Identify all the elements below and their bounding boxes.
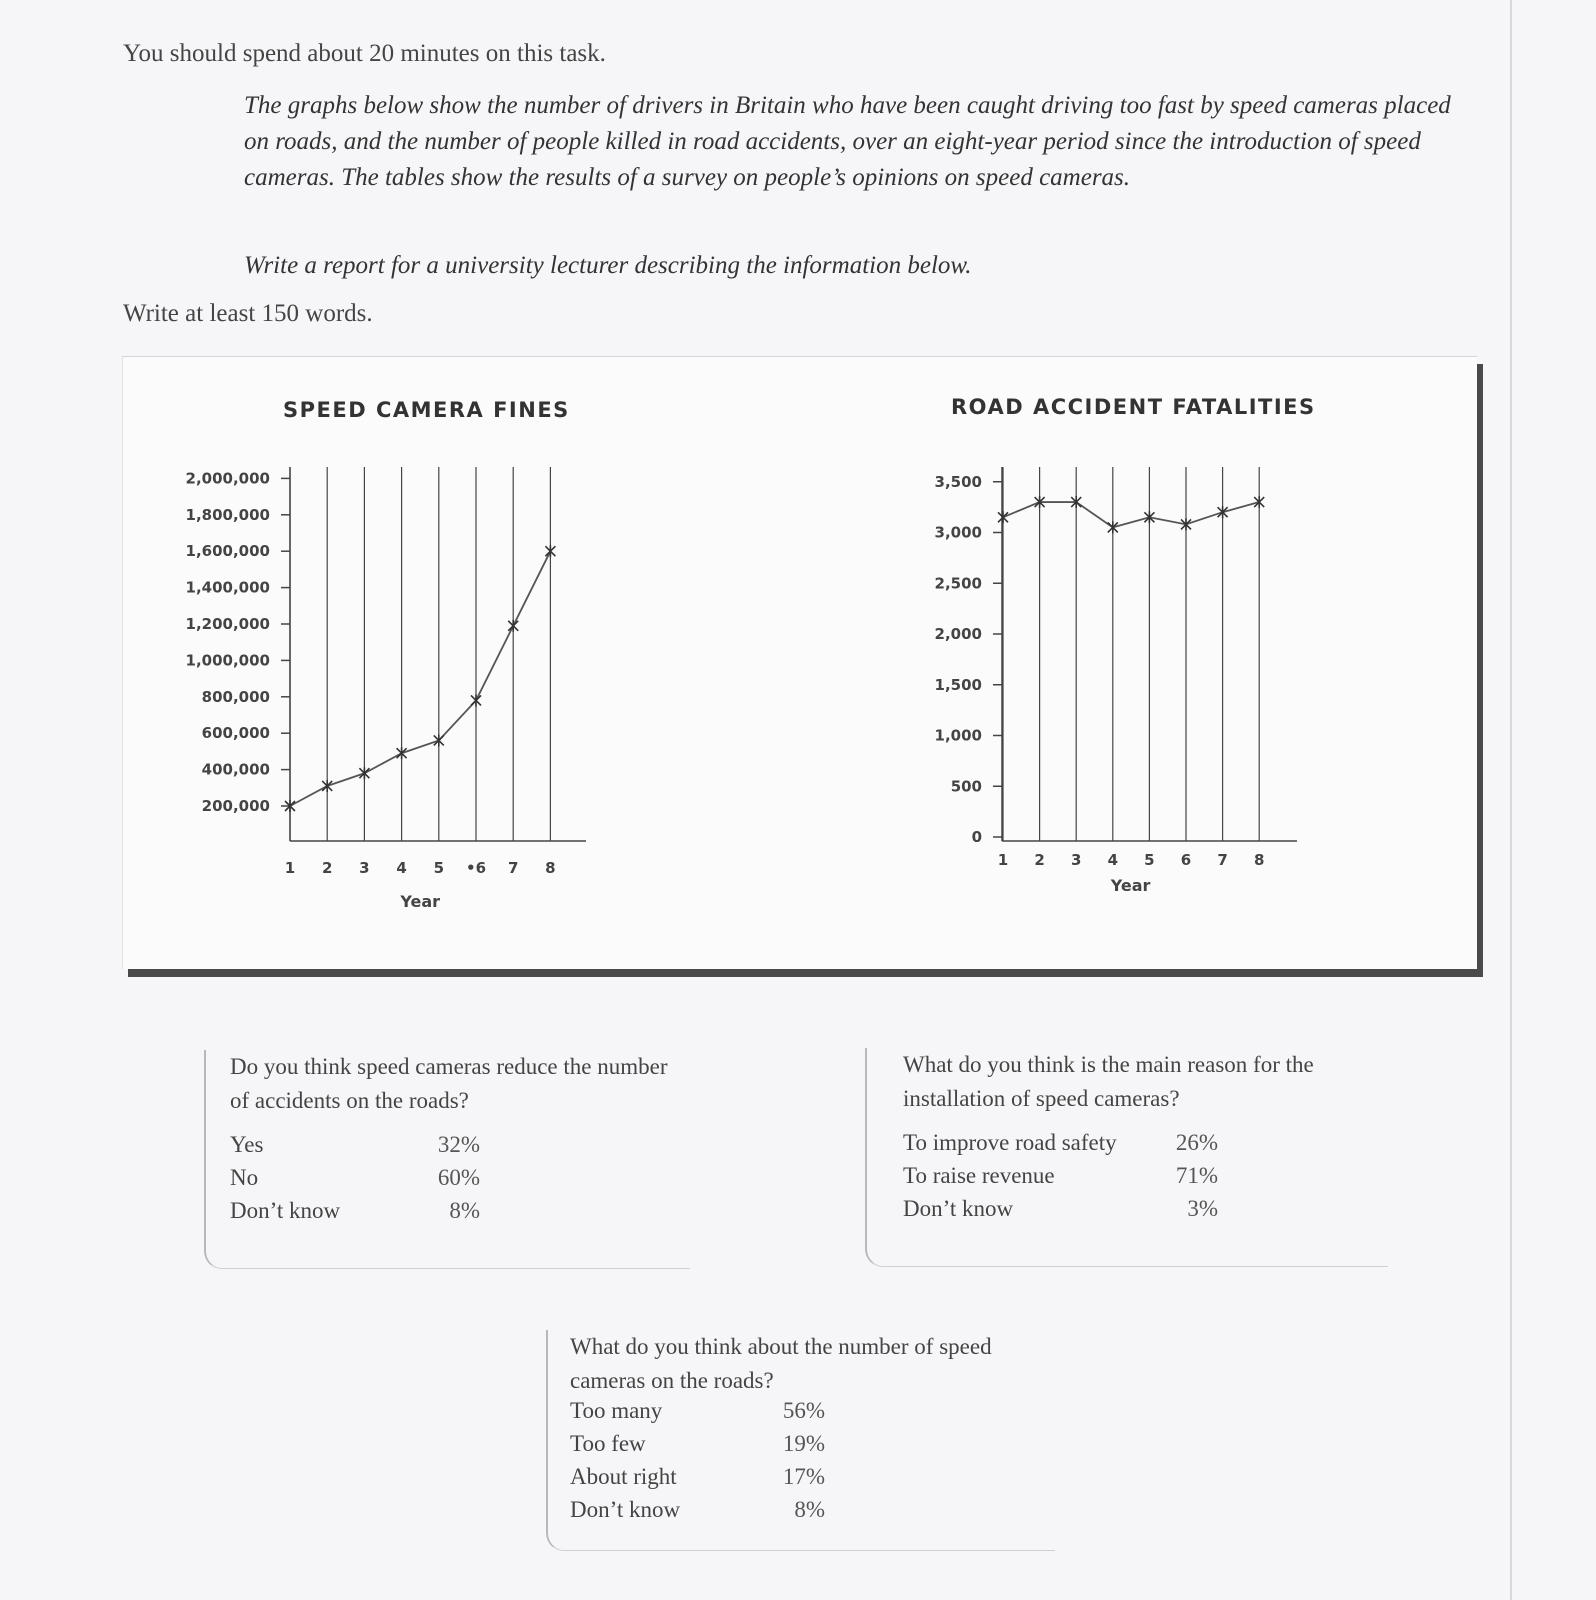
y-tick-label: 1,600,000: [185, 542, 270, 561]
survey-option-value: 17%: [782, 1464, 825, 1489]
y-tick-label: 800,000: [201, 687, 270, 706]
data-point-marker: [397, 747, 407, 759]
survey-option-label: Too many: [570, 1398, 663, 1423]
chart-panel: [122, 356, 1477, 969]
page-edge: [1510, 0, 1512, 1600]
x-tick-label: 3: [359, 859, 370, 877]
survey-row: [570, 1464, 825, 1497]
x-axis-title: Year: [1110, 876, 1151, 895]
x-tick-label: 5: [1144, 851, 1155, 869]
data-point-marker: [471, 694, 481, 706]
x-tick-label: 8: [1253, 851, 1265, 869]
data-point-marker: [434, 734, 444, 746]
survey-option-value: 26%: [1175, 1130, 1218, 1155]
y-tick-label: 1,400,000: [185, 578, 270, 597]
survey-option-label: About right: [570, 1464, 677, 1489]
survey-option-label: Don’t know: [903, 1196, 1014, 1221]
x-tick-label: 5: [433, 859, 445, 877]
x-tick-label: 2: [1034, 851, 1045, 869]
survey-option-value: 60%: [437, 1165, 480, 1190]
survey-table: [570, 1398, 825, 1530]
data-point-marker: [1108, 521, 1118, 533]
survey-row: [903, 1163, 1218, 1196]
y-tick-label: 1,000,000: [185, 651, 270, 670]
data-point-marker: [545, 545, 555, 557]
x-tick-label: •6: [465, 859, 487, 877]
x-tick-label: 4: [396, 859, 407, 877]
survey-row: [903, 1196, 1218, 1229]
y-tick-label: 200,000: [201, 797, 270, 815]
x-tick-label: 7: [1217, 851, 1228, 869]
survey-row: [230, 1165, 480, 1198]
y-tick-label: 1,000: [934, 726, 982, 745]
survey-option-label: To improve road safety: [903, 1130, 1117, 1155]
survey-reason: [865, 1048, 1388, 1267]
survey-option-label: Yes: [230, 1132, 264, 1157]
y-tick-label: 1,200,000: [185, 615, 270, 633]
survey-option-label: No: [230, 1165, 259, 1190]
survey-option-label: To raise revenue: [903, 1163, 1055, 1188]
y-tick-label: 2,000,000: [185, 469, 270, 488]
y-tick-label: 400,000: [201, 760, 270, 779]
charts-svg: [123, 357, 1477, 969]
y-tick-label: 0: [971, 828, 982, 846]
x-tick-label: 7: [507, 859, 519, 877]
y-tick-label: 3,500: [934, 472, 982, 491]
survey-option-value: 3%: [1187, 1196, 1218, 1221]
survey-option-label: Too few: [570, 1431, 646, 1456]
survey-option-value: 8%: [449, 1198, 480, 1223]
x-tick-label: 1: [284, 859, 296, 877]
data-point-marker: [508, 620, 518, 632]
x-tick-label: 3: [1070, 851, 1082, 869]
survey-row: [570, 1398, 825, 1431]
y-tick-label: 500: [950, 777, 982, 796]
survey-row: [230, 1198, 480, 1231]
y-tick-label: 3,000: [934, 523, 982, 542]
x-tick-label: 6: [1180, 851, 1192, 869]
survey-option-value: 19%: [782, 1431, 825, 1456]
task-description: The graphs below show the number of drivers in Britain who have been caught driving too fast by speed cameras placed on roads, and the number of people killed in road accidents, over an eight-year period since the introduction of speed cameras. The tables show the results of a survey on people’s opinions on speed cameras.: [244, 92, 1451, 191]
data-point-marker: [322, 780, 332, 792]
data-point-marker: [359, 767, 369, 779]
y-tick-label: 2,000: [934, 625, 982, 643]
survey-row: [903, 1130, 1218, 1163]
chart-title: ROAD ACCIDENT FATALITIES: [951, 395, 1316, 419]
y-tick-label: 1,500: [934, 675, 982, 694]
survey-camera-number: [546, 1330, 1055, 1551]
x-tick-label: 2: [321, 859, 333, 877]
survey-row: [570, 1431, 825, 1464]
survey-row: [570, 1497, 825, 1530]
data-point-marker: [998, 511, 1008, 523]
survey-table: [230, 1132, 480, 1231]
survey-option-label: Don’t know: [230, 1198, 341, 1223]
survey-accidents: [204, 1050, 690, 1269]
survey-option-value: 71%: [1175, 1163, 1218, 1188]
y-tick-label: 600,000: [201, 724, 270, 743]
survey-question: Do you think speed cameras reduce the number of accidents on the roads?: [230, 1054, 668, 1113]
series-line: [290, 551, 550, 806]
data-point-marker: [1218, 506, 1228, 518]
instruction-time: You should spend about 20 minutes on this task.: [123, 40, 606, 67]
x-axis-title: Year: [400, 892, 441, 911]
survey-option-label: Don’t know: [570, 1497, 681, 1522]
survey-question: What do you think about the number of speed cameras on the roads?: [570, 1334, 992, 1393]
survey-option-value: 56%: [782, 1398, 825, 1423]
x-tick-label: 1: [997, 851, 1009, 869]
data-point-marker: [1254, 496, 1264, 508]
survey-row: [230, 1132, 480, 1165]
survey-option-value: 32%: [437, 1132, 480, 1157]
survey-table: [903, 1130, 1218, 1229]
task-report-instruction: Write a report for a university lecturer describing the information below.: [244, 252, 972, 279]
survey-option-value: 8%: [794, 1497, 825, 1522]
y-tick-label: 2,500: [934, 574, 982, 593]
instruction-word-count: Write at least 150 words.: [123, 300, 373, 327]
x-tick-label: 4: [1107, 851, 1119, 869]
y-tick-label: 1,800,000: [185, 505, 270, 524]
x-tick-label: 8: [545, 859, 556, 877]
chart-title: SPEED CAMERA FINES: [283, 398, 570, 422]
survey-question: What do you think is the main reason for the installation of speed cameras?: [903, 1052, 1314, 1111]
